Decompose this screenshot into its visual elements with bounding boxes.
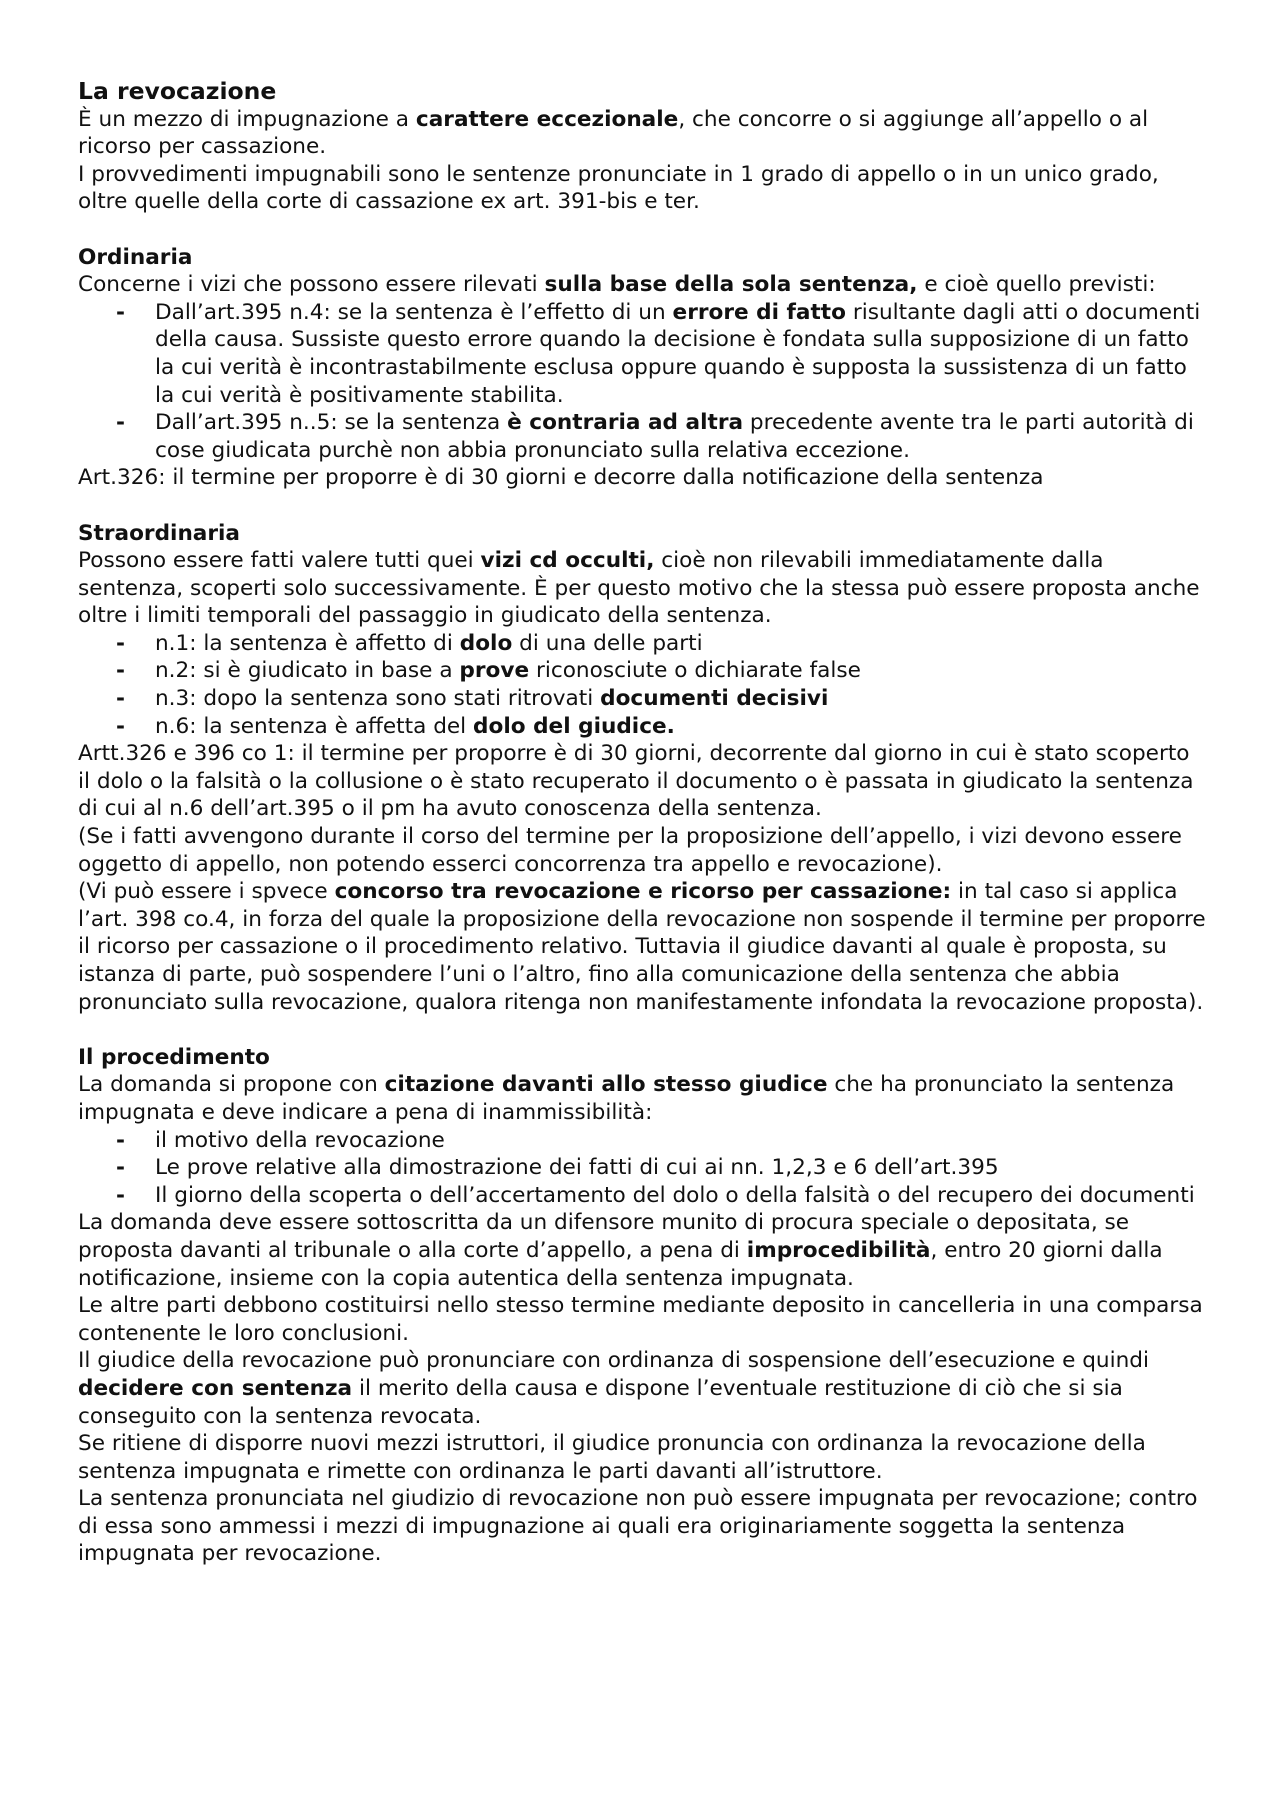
paragraph [78,1209,1208,1292]
text-run: Dall’art.395 n.4: se la sentenza è l’effetto di un [155,299,673,325]
bold-text: improcedibilità [746,1237,931,1263]
text-run: (Se i fatti avvengono durante il corso del termine per la proposizione dell’appello, i vizi devono essere oggetto di appello, non potendo esserci concorrenza tra appello e revocazione). [78,824,1182,877]
paragraph [78,547,1208,630]
bold-text: documenti decisivi [600,686,829,712]
bold-text: errore di fatto [672,299,846,325]
text-run: risultante dagli atti o documenti della causa. Sussiste questo errore quando la decisione è fondata sulla supposizione di un fatto la cui verità è incontrastabilmente esclusa oppure quando è supposta la sussistenza di un fatto la cui verità è positivamente stabilita. [155,299,1201,408]
text-run: n.1: la sentenza è affetto di [155,630,460,656]
text-run: Il giudice della revocazione può pronunciare con ordinanza di sospensione dell’esecuzione e quindi [78,1348,1149,1374]
text-run: I provvedimenti impugnabili sono le sentenze pronunciate in 1 grado di appello o in un unico grado, oltre quelle della corte di cassazione ex art. 391-bis e ter. [78,161,1159,215]
text-run: Artt.326 e 396 co 1: il termine per proporre è di 30 giorni, decorrente dal giorno in cui è stato scoperto il dolo o la falsità o la collusione o è stato recuperato il documento o è passata in giudicato la sentenza di cui al n.6 dell’art.395 o il pm ha avuto conoscenza della sentenza. [78,741,1194,822]
paragraph [78,1485,1208,1568]
bullet-list [78,630,1208,740]
paragraph [78,161,1208,216]
bullet-list [78,1127,1208,1210]
text-run: Concerne i vizi che possono essere rilevati [78,272,545,298]
text-run: La sentenza pronunciata nel giudizio di revocazione non può essere impugnata per revocazione; contro di essa sono ammessi i mezzi di impugnazione ai quali era originariamente soggetta la sentenza impugnata per revocazione. [78,1486,1198,1567]
section-heading: Straordinaria [78,520,241,546]
text-run: che ha pronunciato la sentenza impugnata e deve indicare a pena di inammissibilità: [78,1072,1175,1125]
paragraph [78,740,1208,823]
bold-text: carattere eccezionale [415,106,679,132]
bold-text: dolo del giudice. [473,713,675,739]
list-item [78,713,1208,741]
text-run: Se ritiene di disporre nuovi mezzi istruttori, il giudice pronuncia con ordinanza la revocazione della sentenza impugnata e rimette con ordinanza le parti davanti all’istruttore. [78,1431,1146,1484]
paragraph [78,106,1208,161]
section-procedimento [78,1044,1208,1568]
dash-bullet-icon: - [116,658,125,684]
dash-bullet-icon: - [116,630,125,656]
list-item [78,1154,1208,1182]
text-run: n.3: dopo la sentenza sono stati ritrovati [155,686,601,712]
section-heading: Il procedimento [78,1044,270,1070]
dash-bullet-icon: - [116,713,125,739]
text-run: Le altre parti debbono costituirsi nello stesso termine mediante deposito in cancelleria in una comparsa contenente le loro conclusioni. [78,1293,1203,1346]
paragraph [78,878,1208,1016]
dash-bullet-icon: - [116,1182,125,1208]
dash-bullet-icon: - [116,1127,125,1153]
text-run: il motivo della revocazione [155,1127,445,1153]
text-run: (Vi può essere i spvece [78,879,335,905]
paragraph [78,1292,1208,1347]
list-item [78,299,1208,409]
list-item [78,409,1208,464]
bold-text: prove [459,658,530,684]
text-run: di una delle parti [512,630,703,656]
bold-text: concorso tra revocazione e ricorso per cassazione: [334,879,952,905]
paragraph [78,823,1208,878]
list-item [78,1182,1208,1210]
section-heading: Ordinaria [78,244,193,270]
text-run: n.2: si è giudicato in base a [155,658,460,684]
text-run: È un mezzo di impugnazione a [78,106,416,132]
text-run: precedente avente tra le parti autorità di cose giudicata purchè non abbia pronunciato sulla relativa eccezione. [155,410,1194,463]
dash-bullet-icon: - [116,686,125,712]
bold-text: vizi cd occulti, [480,548,655,574]
paragraph [78,271,1208,299]
document-title: La revocazione [78,77,277,105]
text-run: Possono essere fatti valere tutti quei [78,548,481,574]
dash-bullet-icon: - [116,410,125,436]
dash-bullet-icon: - [116,299,125,325]
bold-text: sulla base della sola sentenza, [544,272,918,298]
document-page [78,78,1208,1568]
paragraph [78,1347,1208,1430]
text-run: cioè non rilevabili immediatamente dalla sentenza, scoperti solo successivamente. È per questo motivo che la stessa può essere proposta anche oltre i limiti temporali del passaggio in giudicato della sentenza. [78,548,1200,629]
bullet-list [78,299,1208,465]
bold-text: è contraria ad altra [507,410,744,436]
text-run: La domanda deve essere sottoscritta da un difensore munito di procura speciale o depositata, se proposta davanti al tribunale o alla corte d’appello, a pena di [78,1210,1130,1263]
text-run: e cioè quello previsti: [917,272,1156,298]
section-ordinaria [78,244,1208,492]
text-run: in tal caso si applica l’art. 398 co.4, in forza del quale la proposizione della revocazione non sospende il termine per proporre il ricorso per cassazione o il procedimento relativo. Tuttavia il giudice davanti al quale è proposta, su istanza di parte, può sospendere l’uni o l’altro, fino alla comunicazione della sentenza che abbia pronunciato sulla revocazione, qualora ritenga non manifestamente infondata la revocazione proposta). [78,879,1206,1015]
intro-section [78,106,1208,216]
list-item [78,630,1208,658]
text-run: riconosciute o dichiarate false [529,658,861,684]
section-straordinaria [78,520,1208,1017]
text-run: Dall’art.395 n..5: se la sentenza [155,410,508,436]
bold-text: citazione davanti allo stesso giudice [384,1072,828,1098]
list-item [78,685,1208,713]
text-run: il merito della causa e dispone l’eventuale restituzione di ciò che si sia conseguito con la sentenza revocata. [78,1375,1123,1429]
text-run: , che concorre o si aggiunge all’appello o al ricorso per cassazione. [78,106,1149,160]
paragraph [78,1071,1208,1126]
bold-text: dolo [459,630,513,656]
bold-text: decidere con sentenza [78,1375,353,1401]
list-item [78,657,1208,685]
text-run: n.6: la sentenza è affetta del [155,713,474,739]
text-run: Il giorno della scoperta o dell’accertamento del dolo o della falsità o del recupero dei documenti [155,1182,1195,1208]
text-run: Le prove relative alla dimostrazione dei fatti di cui ai nn. 1,2,3 e 6 dell’art.395 [155,1155,999,1181]
text-run: La domanda si propone con [78,1072,385,1098]
dash-bullet-icon: - [116,1155,125,1181]
text-run: Art.326: il termine per proporre è di 30 giorni e decorre dalla notificazione della sentenza [78,465,1044,491]
text-run: , entro 20 giorni dalla notificazione, insieme con la copia autentica della sentenza impugnata. [78,1237,1163,1291]
paragraph [78,1430,1208,1485]
list-item [78,1127,1208,1155]
paragraph [78,464,1208,492]
